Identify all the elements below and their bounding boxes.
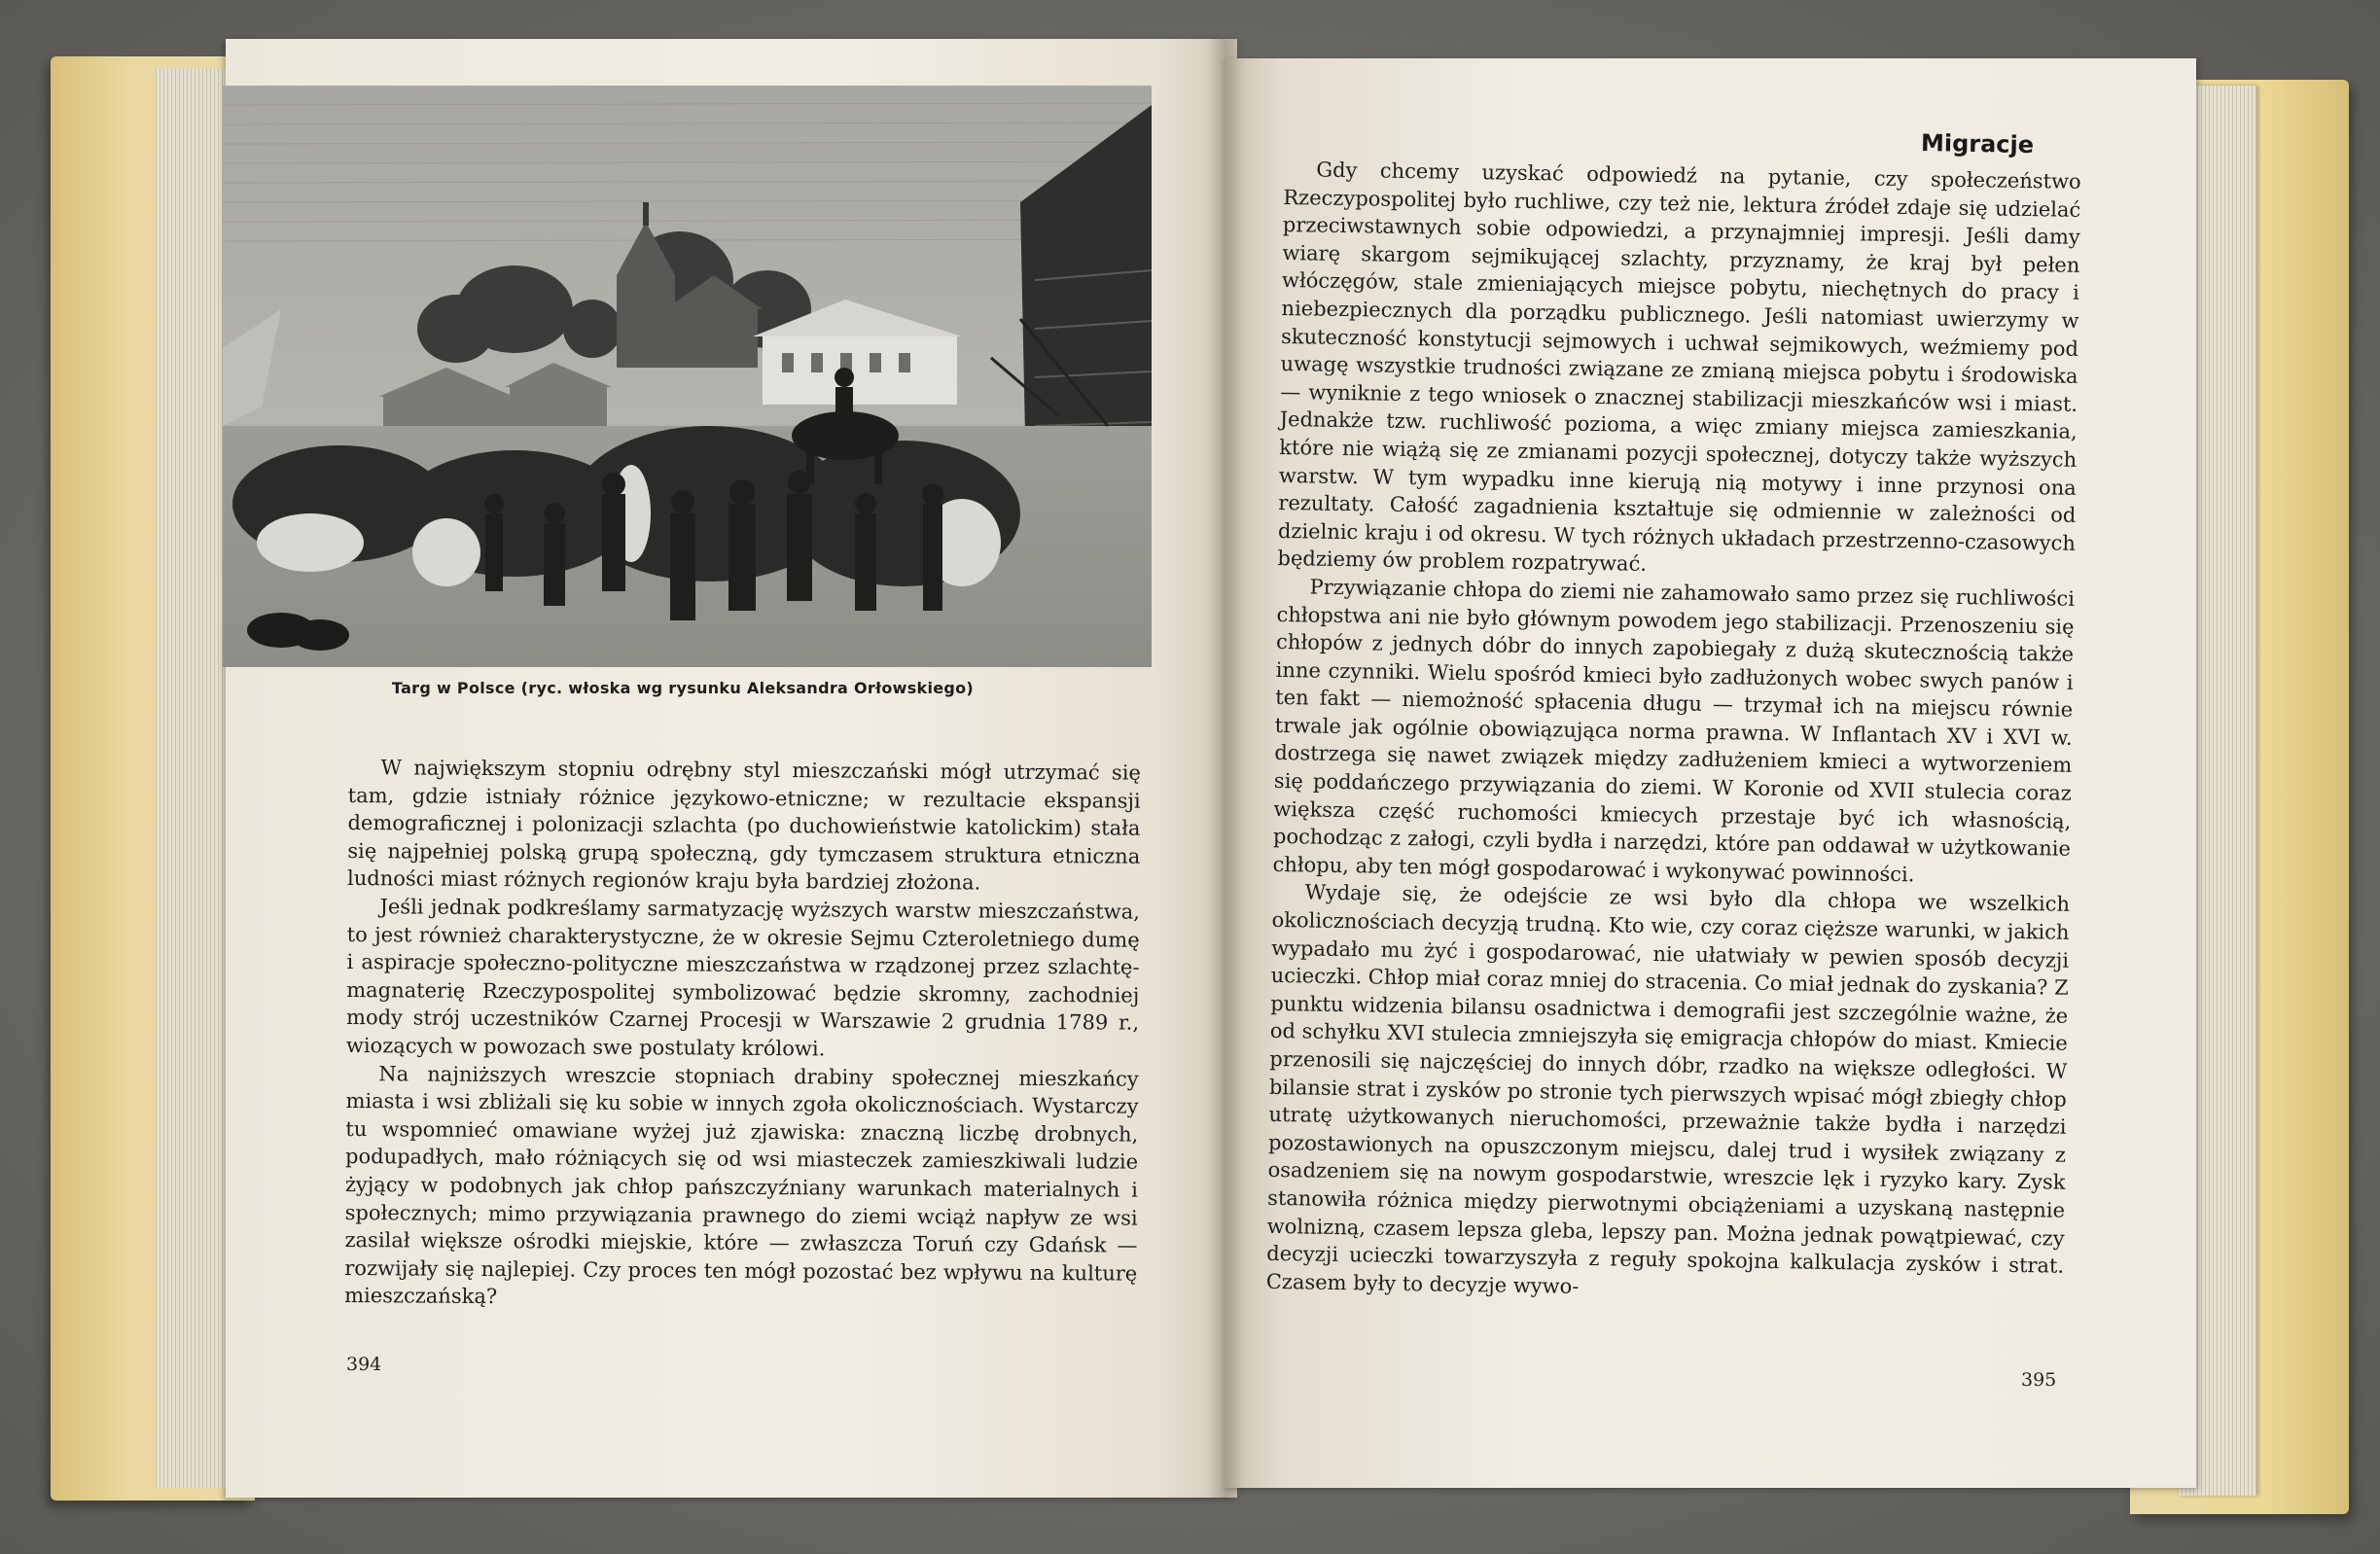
right-paragraph-3: Wydaje się, że odejście ze wsi było dla chłopa we wszelkich okolicznościach decyzją trudną. Kto wie, czy coraz cięższe warunki, w jakich wypadało mu żyć i gospodarować, nie ułatwiały w pewien sposób decyzji ucieczki. Chłop miał coraz mniej do stracenia. Co miał jednak do zyskania? Z punktu widzenia bilansu osadnictwa i demografii jest szczególnie ważne, że od schyłku XVI stulecia zmniejszyła się emigracja chłopów do miast. Kmiecie przenosili się najczęściej do innych dóbr, rzadko na większe odległości. W bilansie strat i zysków po stronie tych pierwszych wpisać mógł zbiegły chłop utratę użytkowanych nieruchomości, przeważnie także bydła i narzędzi pozostawionych na opuszczonym miejscu, dalej trud i wysiłek związany z osadzeniem się na nowym gospodarstwie, wreszcie lęk i ryzyko kary. Zysk stanowiła różnica między pierwotnymi obciążeniami a uzyskaną następnie wolnizną, czasem lepsza gleba, lepszy pan. Można jednak powątpiewać, czy decyzji ucieczki towarzyszyła z reguły spokojna kalkulacja zysków i strat. Czasem były to decyzje wywo- xyxy=(1265,880,2071,1298)
page-edges-left xyxy=(156,68,233,1488)
market-engraving-illustration xyxy=(223,86,1152,667)
left-paragraph-2: Jeśli jednak podkreślamy sarmatyzację wyższych warstw mieszczaństwa, to jest również charakterystyczne, że w okresie Sejmu Czteroletniego dumę i aspiracje społeczno-polityczne mieszczaństwa w rządzonej przez szlachtę-magnaterię Rzeczypospolitej symbolizować będzie skromny, zachodniej mody strój uczestników Czarnej Procesji w Warszawie 2 grudnia 1789 r., wiozących w powozach swe postulaty królowi. xyxy=(345,895,1140,1061)
left-page-number: 394 xyxy=(346,1354,382,1375)
left-paragraph-1: W największym stopniu odrębny styl mieszczański mógł utrzymać się tam, gdzie istniały różnice językowo-etniczne; w rezultacie ekspansji demograficznej i polonizacji szlachta (po duchowieństwie katolickim) stała się najpełniej polską grupą społeczną, gdy tymczasem struktura etniczna ludności miast różnych regionów kraju była bardziej złożona. xyxy=(347,756,1141,895)
left-paragraph-3: Na najniższych wreszcie stopniach drabiny społecznej mieszkańcy miasta i wsi zbliżali się ku sobie w innych zgoła okolicznościach. Wystarczy tu wspomnieć omawiane wyżej już zjawiska: znaczną liczbę drobnych, podupadłych, mało różniących się od wsi miasteczek zamieszkiwali ludzie żyjący w podobnych jak chłop pańszczyźniany warunkach materialnych i społecznych; mimo przywiązania prawnego do ziemi wciąż napływ ze wsi zasilał większe ośrodki miejskie, które — zwłaszcza Toruń czy Gdańsk — rozwijały się najlepiej. Czy proces ten mógł pozostać bez wpływu na kulturę mieszczańską? xyxy=(344,1061,1139,1309)
right-paragraph-2: Przywiązanie chłopa do ziemi nie zahamowało samo przez się ruchliwości chłopstwa ani nie było głównym powodem jego stabilizacji. Przenoszeniu się chłopów z jednych dóbr do innych zapobiegały z dużą skutecznością także inne czynniki. Wielu spośród kmieci było zadłużonych wobec swych panów i ten fakt — niemożność spłacenia długu — trzymał ich na miejscu równie trwale jak ogólnie obowiązująca norma prawna. W Inflantach XV i XVI w. dostrzega się nawet związek między zadłużeniem kmieci a wytworzeniem się poddańczego przywiązania do ziemi. W Koronie od XVII stulecia coraz większa część ruchomości kmiecych przestaje być ich własnością, pochodząc z załogi, czyli bydła i narzędzi, które pan oddawał w użytkowanie chłopu, aby ten mógł gospodarować i wykonywać powinności. xyxy=(1272,575,2076,887)
right-page-number: 395 xyxy=(2021,1369,2057,1391)
engraving-image xyxy=(223,86,1152,667)
illustration-caption: Targ w Polsce (ryc. włoska wg rysunku Aleksandra Orłowskiego) xyxy=(391,679,975,697)
right-paragraph-1: Gdy chcemy uzyskać odpowiedź na pytanie, czy społeczeństwo Rzeczypospolitej było ruchliwe, czy też nie, lektura źródeł zdaje się udzielać przeciwstawnych sobie odpowiedzi, a przynajmniej impresji. Jeśli damy wiarę skargom sejmikującej szlachty, przyznamy, że kraj był pełen włóczęgów, stale zmieniających miejsce pobytu, niechętnych do pracy i niebezpiecznych dla porządku publicznego. Jeśli natomiast uwierzymy w skuteczność konstytucji sejmowych i uchwał sejmikowych, weźmiemy pod uwagę wszystkie trudności związane ze zmianą miejsca pobytu i środowiska — wyniknie z tego wniosek o znacznej stabilizacji mieszkańców wsi i miast. Jednakże tzw. ruchliwość pozioma, a więc zmiany miejsca zamieszkania, które nie wiążą się ze zmianami pozycji społecznej, dotyczy także wyższych warstw. W tym wypadku inne kierują nią motywy i inne przynosi ona rezultaty. Całość zagadnienia kształtuje się odmiennie w zależności od dzielnic kraju i od okresu. W tych różnych układach przestrzenno-czasowych będziemy ów problem rozpatrywać. xyxy=(1277,158,2081,577)
book-gutter xyxy=(1206,39,1245,1498)
running-head: Migracje xyxy=(1920,128,2035,159)
right-page-body xyxy=(1266,156,2081,1308)
left-page-body xyxy=(344,754,1141,1316)
